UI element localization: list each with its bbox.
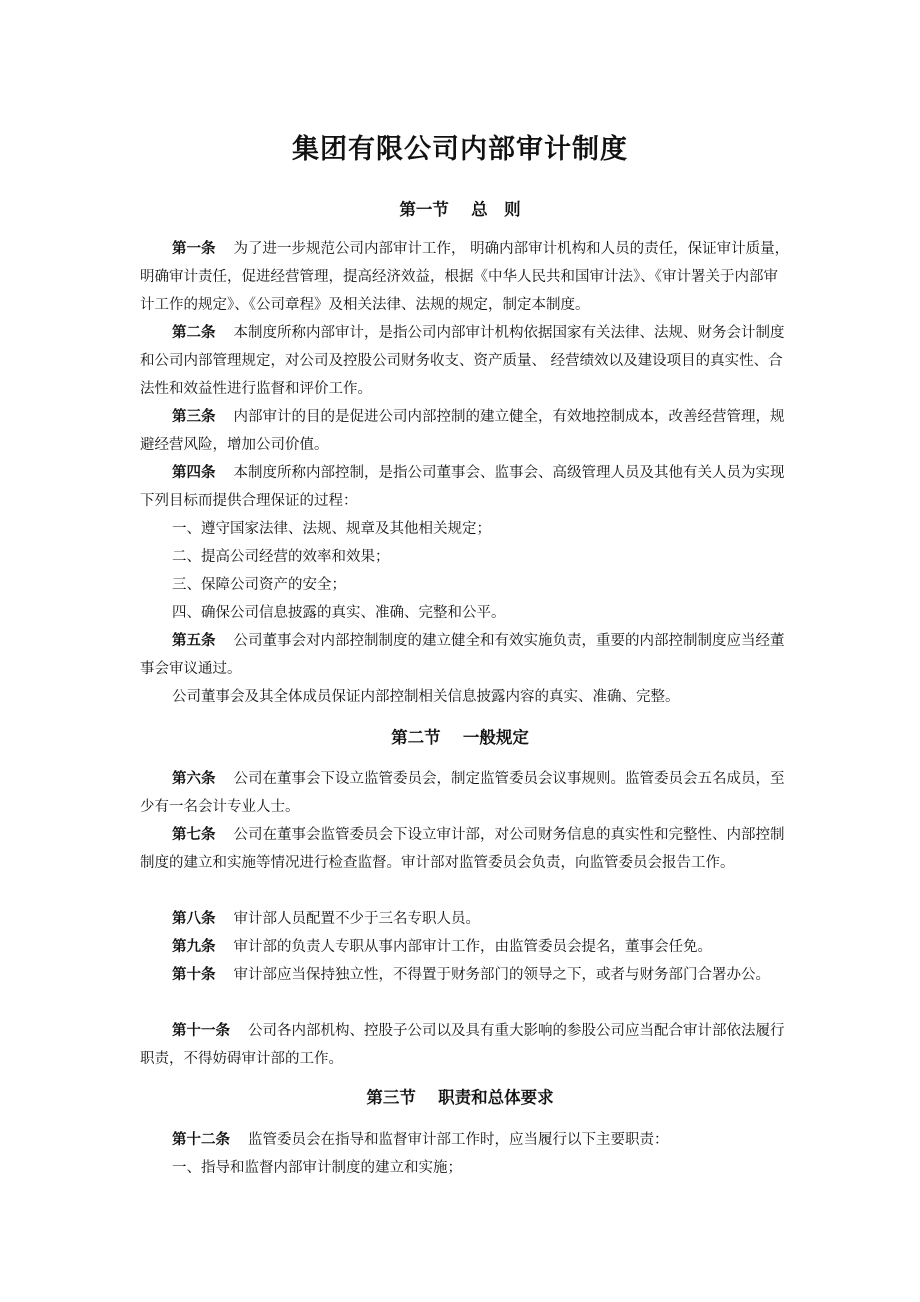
article-paragraph	[140, 1126, 790, 1154]
list-item: 三、保障公司资产的安全；	[172, 577, 346, 593]
article-text: 内部审计的目的是促进公司内部控制的建立健全，有效地控制成本，改善经营管理，规避经营风险，增加公司价值。	[140, 409, 785, 453]
article-paragraph: 公司董事会及其全体成员保证内部控制相关信息披露内容的真实、准确、完整。	[172, 689, 680, 705]
article-label: 第十二条	[172, 1132, 230, 1148]
article-paragraph	[140, 319, 790, 403]
article-label: 第五条	[172, 633, 216, 649]
article-text: 监管委员会在指导和监督审计部工作时，应当履行以下主要职责：	[248, 1132, 669, 1148]
article-paragraph	[140, 1017, 790, 1073]
article-text: 公司各内部机构、控股子公司以及具有重大影响的参股公司应当配合审计部依法履行职责，不得妨碍审计部的工作。	[140, 1023, 785, 1067]
article-paragraph	[140, 459, 790, 515]
article-text: 审计部应当保持独立性，不得置于财务部门的领导之下，或者与财务部门合署办公。	[233, 967, 770, 983]
article-paragraph	[140, 765, 790, 821]
article-text: 本制度所称内部审计，是指公司内部审计机构依据国家有关法律、法规、财务会计制度和公司内部管理规定，对公司及控股公司财务收支、资产质量、 经营绩效以及建设项目的真实性、合法性和效益性进行监督和评价工作。	[140, 325, 785, 397]
article-label: 第一条	[172, 241, 216, 257]
article-paragraph	[140, 905, 790, 933]
section-heading: 第三节 职责和总体要求	[366, 1088, 554, 1107]
article-text: 公司董事会对内部控制制度的建立健全和有效实施负责，重要的内部控制制度应当经董事会审议通过。	[140, 633, 785, 677]
article-label: 第十一条	[172, 1023, 230, 1039]
list-item: 一、指导和监督内部审计制度的建立和实施；	[172, 1160, 462, 1176]
article-label: 第六条	[172, 771, 216, 787]
article-text: 为了进一步规范公司内部审计工作， 明确内部审计机构和人员的责任，保证审计质量，明确审计责任，促进经营管理，提高经济效益，根据《中华人民共和国审计法》、《审计署关于内部审计工作的规定》、《公司章程》及相关法律、法规的规定，制定本制度。	[140, 241, 790, 313]
article-paragraph	[140, 933, 790, 961]
article-paragraph	[140, 235, 790, 319]
article-label: 第三条	[172, 409, 216, 425]
list-item: 二、提高公司经营的效率和效果；	[172, 549, 390, 565]
article-label: 第八条	[172, 911, 216, 927]
article-paragraph	[140, 961, 790, 989]
article-text: 公司在董事会下设立监管委员会，制定监管委员会议事规则。监管委员会五名成员，至少有一名会计专业人士。	[140, 771, 785, 815]
article-label: 第九条	[172, 939, 216, 955]
article-paragraph	[140, 821, 790, 877]
article-label: 第十条	[172, 967, 216, 983]
article-text: 公司在董事会监管委员会下设立审计部，对公司财务信息的真实性和完整性、内部控制制度的建立和实施等情况进行检查监督。审计部对监管委员会负责，向监管委员会报告工作。	[140, 827, 785, 871]
article-paragraph	[140, 403, 790, 459]
article-paragraph	[140, 627, 790, 683]
section-heading: 第一节 总 则	[399, 200, 521, 219]
article-text: 审计部人员配置不少于三名专职人员。	[233, 911, 480, 927]
article-label: 第七条	[172, 827, 216, 843]
article-text: 审计部的负责人专职从事内部审计工作，由监管委员会提名，董事会任免。	[233, 939, 712, 955]
list-item: 四、确保公司信息披露的真实、准确、完整和公平。	[172, 605, 506, 621]
list-item: 一、遵守国家法律、法规、规章及其他相关规定；	[172, 521, 491, 537]
document-title: 集团有限公司内部审计制度	[292, 134, 628, 165]
article-text: 本制度所称内部控制，是指公司董事会、监事会、高级管理人员及其他有关人员为实现下列目标而提供合理保证的过程：	[140, 465, 785, 509]
section-heading: 第二节 一般规定	[391, 728, 529, 747]
article-label: 第四条	[172, 465, 216, 481]
article-label: 第二条	[172, 325, 216, 341]
